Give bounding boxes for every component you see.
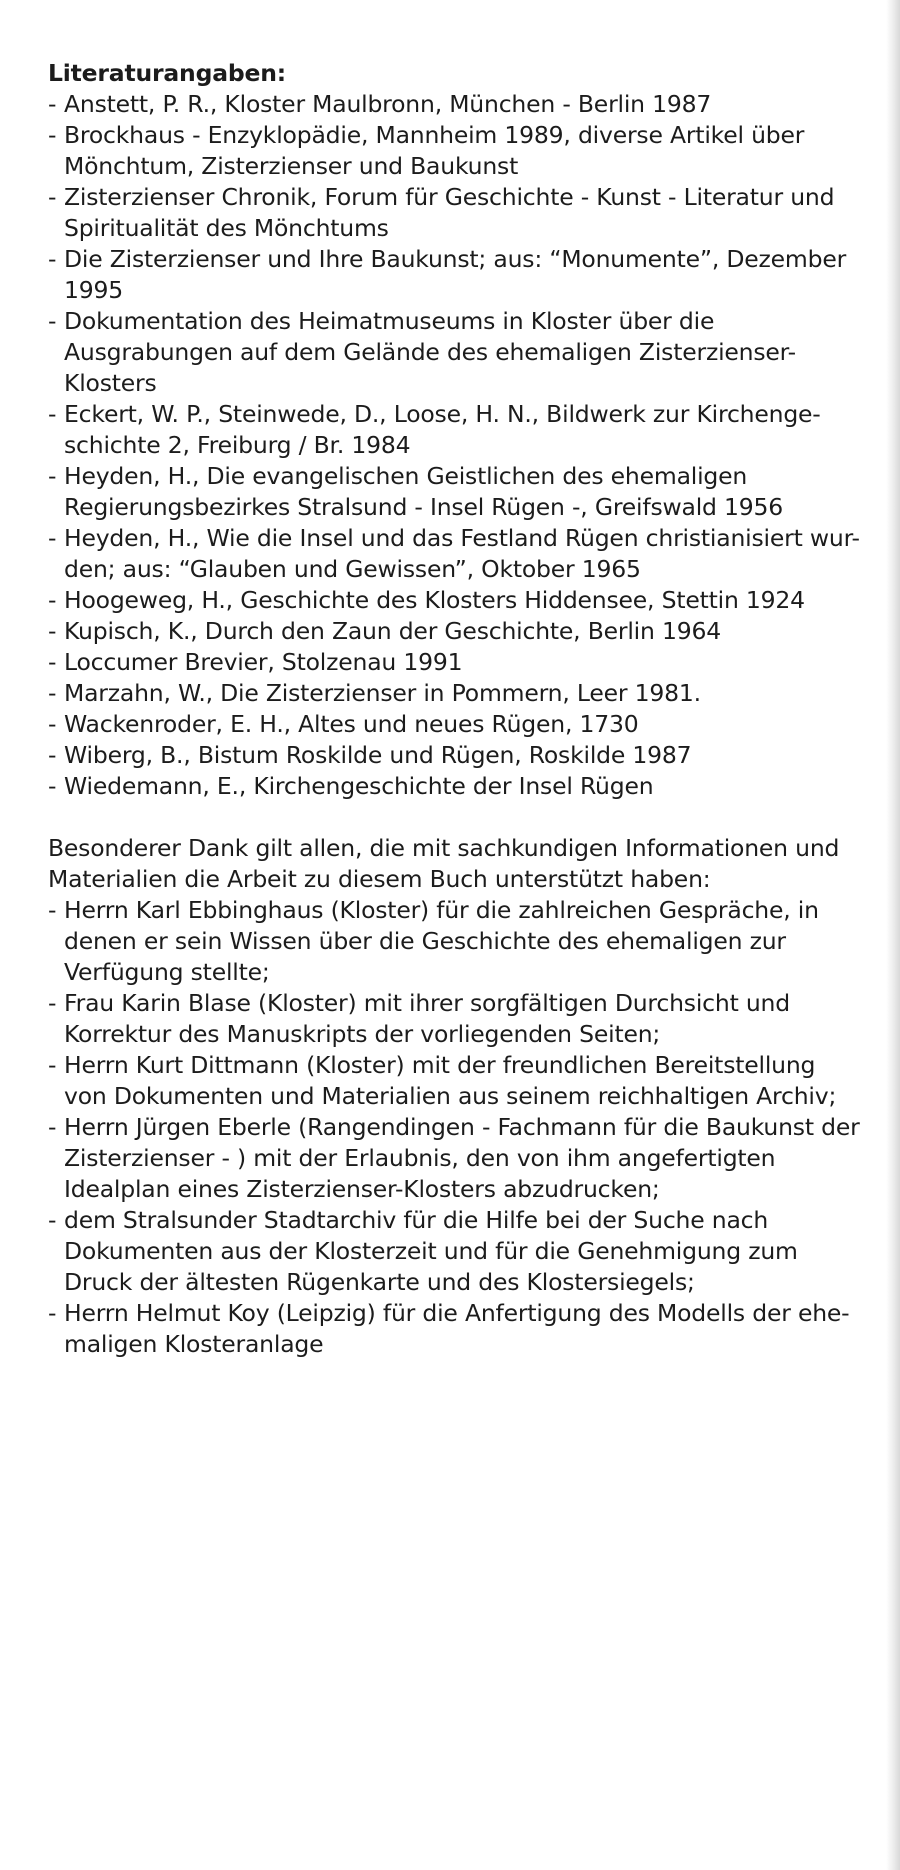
literature-entry: - Zisterzienser Chronik, Forum für Geschichte - Kunst - Literatur und Spiritualität des Mönchtums — [48, 182, 860, 244]
literature-entry: - Eckert, W. P., Steinwede, D., Loose, H. N., Bildwerk zur Kirchenge-schichte 2, Freiburg / Br. 1984 — [48, 399, 860, 461]
acknowledgements-list — [48, 895, 860, 1360]
literature-entry: - Heyden, H., Die evangelischen Geistlichen des ehemaligen Regierungsbezirkes Stralsund - Insel Rügen -, Greifswald 1956 — [48, 461, 860, 523]
acknowledgement-entry: - Herrn Kurt Dittmann (Kloster) mit der freundlichen Bereitstellung von Dokumenten und Materialien aus seinem reichhaltigen Archiv; — [48, 1050, 860, 1112]
scan-edge-shadow — [886, 0, 900, 1870]
literature-entry: - Heyden, H., Wie die Insel und das Festland Rügen christianisiert wur-den; aus: “Glauben und Gewissen”, Oktober 1965 — [48, 523, 860, 585]
literature-entry: - Wiedemann, E., Kirchengeschichte der Insel Rügen — [48, 771, 860, 802]
literature-entry: - Marzahn, W., Die Zisterzienser in Pommern, Leer 1981. — [48, 678, 860, 709]
literature-entry: - Die Zisterzienser und Ihre Baukunst; aus: “Monumente”, Dezember 1995 — [48, 244, 860, 306]
literature-list — [48, 89, 860, 802]
acknowledgement-entry: - Herrn Jürgen Eberle (Rangendingen - Fachmann für die Baukunst der Zisterzienser - ) mit der Erlaubnis, den von ihm angefertigten Idealplan eines Zisterzienser-Klosters abzudrucken; — [48, 1112, 860, 1205]
literature-entry: - Loccumer Brevier, Stolzenau 1991 — [48, 647, 860, 678]
acknowledgement-entry: - Herrn Helmut Koy (Leipzig) für die Anfertigung des Modells der ehe-maligen Klosteranlage — [48, 1298, 860, 1360]
acknowledgement-entry: - Frau Karin Blase (Kloster) mit ihrer sorgfältigen Durchsicht und Korrektur des Manuskripts der vorliegenden Seiten; — [48, 988, 860, 1050]
literature-entry: - Brockhaus - Enzyklopädie, Mannheim 1989, diverse Artikel über Mönchtum, Zisterzienser und Baukunst — [48, 120, 860, 182]
literature-entry: - Dokumentation des Heimatmuseums in Kloster über die Ausgrabungen auf dem Gelände des ehemaligen Zisterzienser-Klosters — [48, 306, 860, 399]
literature-entry: - Wiberg, B., Bistum Roskilde und Rügen, Roskilde 1987 — [48, 740, 860, 771]
acknowledgements-intro — [48, 833, 860, 895]
literature-entry: - Anstett, P. R., Kloster Maulbronn, München - Berlin 1987 — [48, 89, 860, 120]
literature-heading: Literaturangaben: — [48, 59, 286, 87]
acknowledgements-intro-line: Materialien die Arbeit zu diesem Buch unterstützt haben: — [48, 865, 711, 893]
acknowledgements-intro-line: Besonderer Dank gilt allen, die mit sachkundigen Informationen und — [48, 834, 840, 862]
literature-entry: - Kupisch, K., Durch den Zaun der Geschichte, Berlin 1964 — [48, 616, 860, 647]
literature-entry: - Wackenroder, E. H., Altes und neues Rügen, 1730 — [48, 709, 860, 740]
acknowledgement-entry: - Herrn Karl Ebbinghaus (Kloster) für die zahlreichen Gespräche, in denen er sein Wissen über die Geschichte des ehemaligen zur Verfügung stellte; — [48, 895, 860, 988]
literature-entry: - Hoogeweg, H., Geschichte des Klosters Hiddensee, Stettin 1924 — [48, 585, 860, 616]
acknowledgement-entry: - dem Stralsunder Stadtarchiv für die Hilfe bei der Suche nach Dokumenten aus der Klosterzeit und für die Genehmigung zum Druck der ältesten Rügenkarte und des Klostersiegels; — [48, 1205, 860, 1298]
page-content — [48, 58, 860, 1360]
